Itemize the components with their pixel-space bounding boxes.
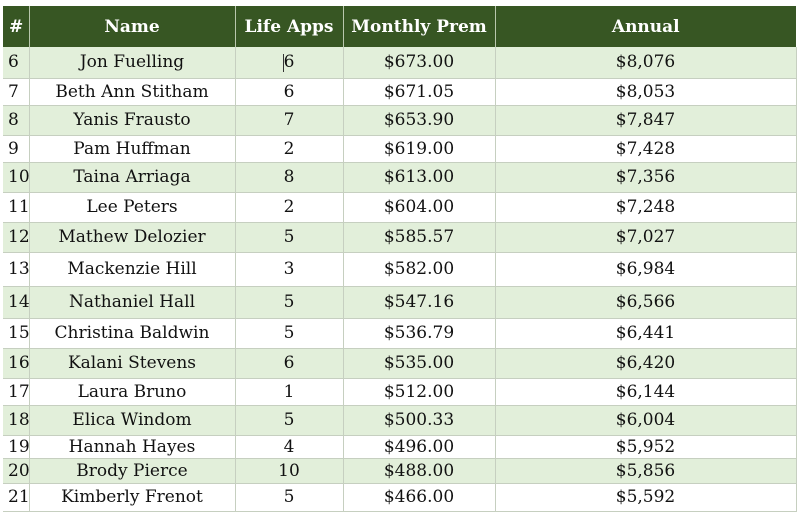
table-row — [3, 47, 796, 78]
employee-name-cell[interactable]: Lee Peters — [29, 192, 235, 222]
employee-name-cell[interactable]: Brody Pierce — [29, 458, 235, 483]
row-number-cell[interactable]: 20 — [3, 458, 29, 483]
monthly-prem-cell[interactable]: $619.00 — [343, 135, 495, 162]
monthly-prem-cell[interactable]: $536.79 — [343, 318, 495, 348]
table-row — [3, 162, 796, 192]
annual-cell[interactable]: $6,441 — [495, 318, 796, 348]
monthly-prem-cell[interactable]: $673.00 — [343, 47, 495, 78]
life-apps-cell[interactable]: 7 — [235, 105, 343, 135]
employee-name-cell[interactable]: Yanis Frausto — [29, 105, 235, 135]
column-header-monthly-prem[interactable]: Monthly Prem — [343, 6, 495, 47]
monthly-prem-cell[interactable]: $496.00 — [343, 435, 495, 458]
life-apps-cell[interactable]: 2 — [235, 135, 343, 162]
monthly-prem-cell[interactable]: $671.05 — [343, 78, 495, 105]
employee-name-cell[interactable]: Mathew Delozier — [29, 222, 235, 252]
annual-cell[interactable]: $7,356 — [495, 162, 796, 192]
text-cursor — [283, 54, 284, 72]
column-header-number[interactable]: # — [3, 6, 29, 47]
annual-cell[interactable]: $8,076 — [495, 47, 796, 78]
table-row — [3, 458, 796, 483]
employee-name-cell[interactable]: Jon Fuelling — [29, 47, 235, 78]
row-number-cell[interactable]: 16 — [3, 348, 29, 378]
row-number-cell[interactable]: 17 — [3, 378, 29, 405]
annual-cell[interactable]: $6,984 — [495, 252, 796, 286]
table-row — [3, 78, 796, 105]
table-row — [3, 318, 796, 348]
annual-cell[interactable]: $6,004 — [495, 405, 796, 435]
employee-name-cell[interactable]: Christina Baldwin — [29, 318, 235, 348]
monthly-prem-cell[interactable]: $582.00 — [343, 252, 495, 286]
employee-name-cell[interactable]: Taina Arriaga — [29, 162, 235, 192]
annual-cell[interactable]: $8,053 — [495, 78, 796, 105]
life-apps-cell[interactable]: 6 — [235, 47, 343, 78]
row-number-cell[interactable]: 13 — [3, 252, 29, 286]
annual-cell[interactable]: $6,420 — [495, 348, 796, 378]
life-apps-cell[interactable]: 1 — [235, 378, 343, 405]
life-apps-cell[interactable]: 5 — [235, 483, 343, 511]
monthly-prem-cell[interactable]: $613.00 — [343, 162, 495, 192]
monthly-prem-cell[interactable]: $512.00 — [343, 378, 495, 405]
employee-name-cell[interactable]: Hannah Hayes — [29, 435, 235, 458]
monthly-prem-cell[interactable]: $500.33 — [343, 405, 495, 435]
table-header-row — [3, 6, 796, 47]
employee-name-cell[interactable]: Kalani Stevens — [29, 348, 235, 378]
life-apps-cell[interactable]: 3 — [235, 252, 343, 286]
row-number-cell[interactable]: 10 — [3, 162, 29, 192]
column-header-name[interactable]: Name — [29, 6, 235, 47]
life-apps-cell[interactable]: 6 — [235, 348, 343, 378]
employee-name-cell[interactable]: Laura Bruno — [29, 378, 235, 405]
employee-name-cell[interactable]: Mackenzie Hill — [29, 252, 235, 286]
table-row — [3, 192, 796, 222]
employee-name-cell[interactable]: Elica Windom — [29, 405, 235, 435]
life-apps-cell[interactable]: 8 — [235, 162, 343, 192]
life-apps-cell[interactable]: 5 — [235, 222, 343, 252]
row-number-cell[interactable]: 18 — [3, 405, 29, 435]
table-row — [3, 105, 796, 135]
row-number-cell[interactable]: 15 — [3, 318, 29, 348]
annual-cell[interactable]: $7,027 — [495, 222, 796, 252]
monthly-prem-cell[interactable]: $547.16 — [343, 286, 495, 318]
row-number-cell[interactable]: 6 — [3, 47, 29, 78]
annual-cell[interactable]: $6,144 — [495, 378, 796, 405]
annual-cell[interactable]: $5,952 — [495, 435, 796, 458]
monthly-prem-cell[interactable]: $653.90 — [343, 105, 495, 135]
table-body — [3, 47, 796, 511]
life-apps-cell[interactable]: 10 — [235, 458, 343, 483]
life-apps-cell[interactable]: 6 — [235, 78, 343, 105]
row-number-cell[interactable]: 19 — [3, 435, 29, 458]
column-header-life-apps[interactable]: Life Apps — [235, 6, 343, 47]
table-row — [3, 222, 796, 252]
column-header-annual[interactable]: Annual — [495, 6, 796, 47]
annual-cell[interactable]: $7,847 — [495, 105, 796, 135]
table-row — [3, 252, 796, 286]
row-number-cell[interactable]: 9 — [3, 135, 29, 162]
table-row — [3, 135, 796, 162]
annual-cell[interactable]: $7,248 — [495, 192, 796, 222]
annual-cell[interactable]: $5,856 — [495, 458, 796, 483]
table-row — [3, 378, 796, 405]
row-number-cell[interactable]: 21 — [3, 483, 29, 511]
annual-cell[interactable]: $6,566 — [495, 286, 796, 318]
row-number-cell[interactable]: 11 — [3, 192, 29, 222]
table-row — [3, 286, 796, 318]
employee-name-cell[interactable]: Nathaniel Hall — [29, 286, 235, 318]
premium-table — [3, 6, 797, 512]
life-apps-cell[interactable]: 4 — [235, 435, 343, 458]
employee-name-cell[interactable]: Kimberly Frenot — [29, 483, 235, 511]
row-number-cell[interactable]: 8 — [3, 105, 29, 135]
employee-name-cell[interactable]: Beth Ann Stitham — [29, 78, 235, 105]
annual-cell[interactable]: $5,592 — [495, 483, 796, 511]
row-number-cell[interactable]: 7 — [3, 78, 29, 105]
monthly-prem-cell[interactable]: $535.00 — [343, 348, 495, 378]
life-apps-cell[interactable]: 5 — [235, 286, 343, 318]
table-row — [3, 348, 796, 378]
table-row — [3, 435, 796, 458]
monthly-prem-cell[interactable]: $466.00 — [343, 483, 495, 511]
life-apps-cell[interactable]: 5 — [235, 318, 343, 348]
monthly-prem-cell[interactable]: $604.00 — [343, 192, 495, 222]
document-page — [3, 6, 797, 512]
table-row — [3, 483, 796, 511]
annual-cell[interactable]: $7,428 — [495, 135, 796, 162]
life-apps-cell[interactable]: 2 — [235, 192, 343, 222]
monthly-prem-cell[interactable]: $585.57 — [343, 222, 495, 252]
table-row — [3, 405, 796, 435]
row-number-cell[interactable]: 12 — [3, 222, 29, 252]
life-apps-cell[interactable]: 5 — [235, 405, 343, 435]
row-number-cell[interactable]: 14 — [3, 286, 29, 318]
employee-name-cell[interactable]: Pam Huffman — [29, 135, 235, 162]
monthly-prem-cell[interactable]: $488.00 — [343, 458, 495, 483]
